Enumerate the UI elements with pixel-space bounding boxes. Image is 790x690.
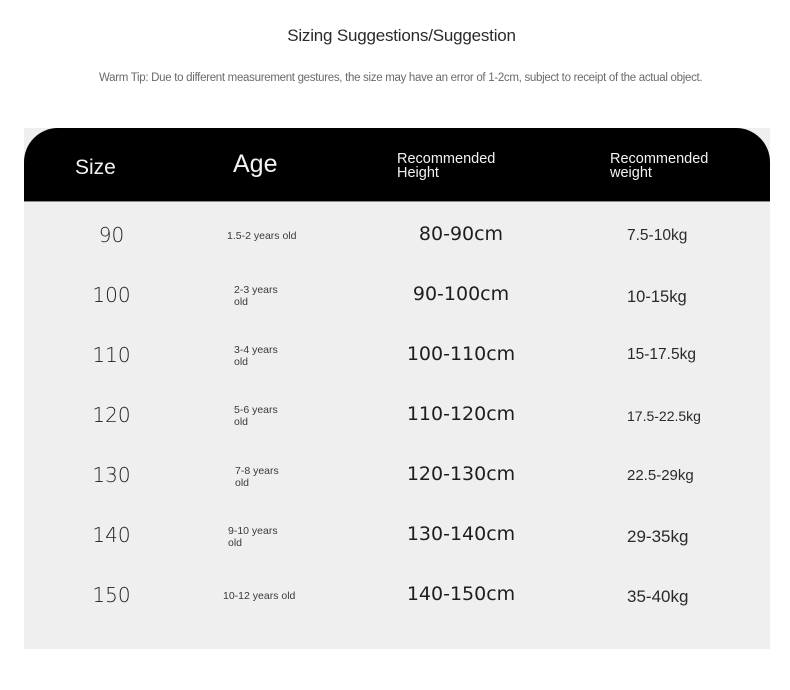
cell-height: 140-150cm xyxy=(406,583,516,605)
cell-age: 7-8 years old xyxy=(235,465,279,489)
header-recommended-weight: Recommended weight xyxy=(610,151,709,181)
cell-weight: 17.5-22.5kg xyxy=(627,408,701,424)
size-chart-table xyxy=(24,128,770,649)
cell-size: 120 xyxy=(92,403,131,427)
cell-height: 80-90cm xyxy=(418,223,504,245)
cell-height: 90-100cm xyxy=(412,283,510,305)
cell-age: 1.5-2 years old xyxy=(227,230,297,242)
cell-age: 5-6 years old xyxy=(234,404,278,428)
cell-size: 100 xyxy=(92,283,131,307)
cell-age: 3-4 years old xyxy=(234,344,278,368)
header-recommended-height: Recommended Height xyxy=(397,151,496,181)
table-row xyxy=(24,403,770,463)
header-size: Size xyxy=(75,156,116,179)
cell-weight: 22.5-29kg xyxy=(627,467,694,484)
cell-age: 10-12 years old xyxy=(223,590,296,602)
table-row xyxy=(24,343,770,403)
header-age: Age xyxy=(233,150,278,178)
cell-weight: 10-15kg xyxy=(627,288,687,306)
page-title: Sizing Suggestions/Suggestion xyxy=(287,26,516,45)
table-header xyxy=(24,128,770,202)
cell-size: 130 xyxy=(92,463,131,487)
table-row xyxy=(24,463,770,523)
cell-size: 150 xyxy=(92,583,131,607)
warm-tip-text: Warm Tip: Due to different measurement gestures, the size may have an error of 1-2cm, subject to receipt of the actual object. xyxy=(99,72,703,84)
cell-size: 90 xyxy=(98,223,125,247)
cell-age: 2-3 years old xyxy=(234,284,278,308)
cell-height: 130-140cm xyxy=(406,523,516,545)
table-row xyxy=(24,583,770,643)
table-row xyxy=(24,283,770,343)
cell-size: 140 xyxy=(92,523,131,547)
cell-weight: 29-35kg xyxy=(627,527,689,546)
table-row xyxy=(24,523,770,583)
cell-height: 120-130cm xyxy=(406,463,516,485)
cell-weight: 35-40kg xyxy=(627,587,689,606)
cell-age: 9-10 years old xyxy=(228,525,278,549)
cell-weight: 7.5-10kg xyxy=(627,227,688,244)
table-row xyxy=(24,223,770,283)
cell-height: 110-120cm xyxy=(406,403,516,425)
cell-weight: 15-17.5kg xyxy=(627,346,696,363)
cell-height: 100-110cm xyxy=(406,343,516,365)
cell-size: 110 xyxy=(92,343,131,367)
